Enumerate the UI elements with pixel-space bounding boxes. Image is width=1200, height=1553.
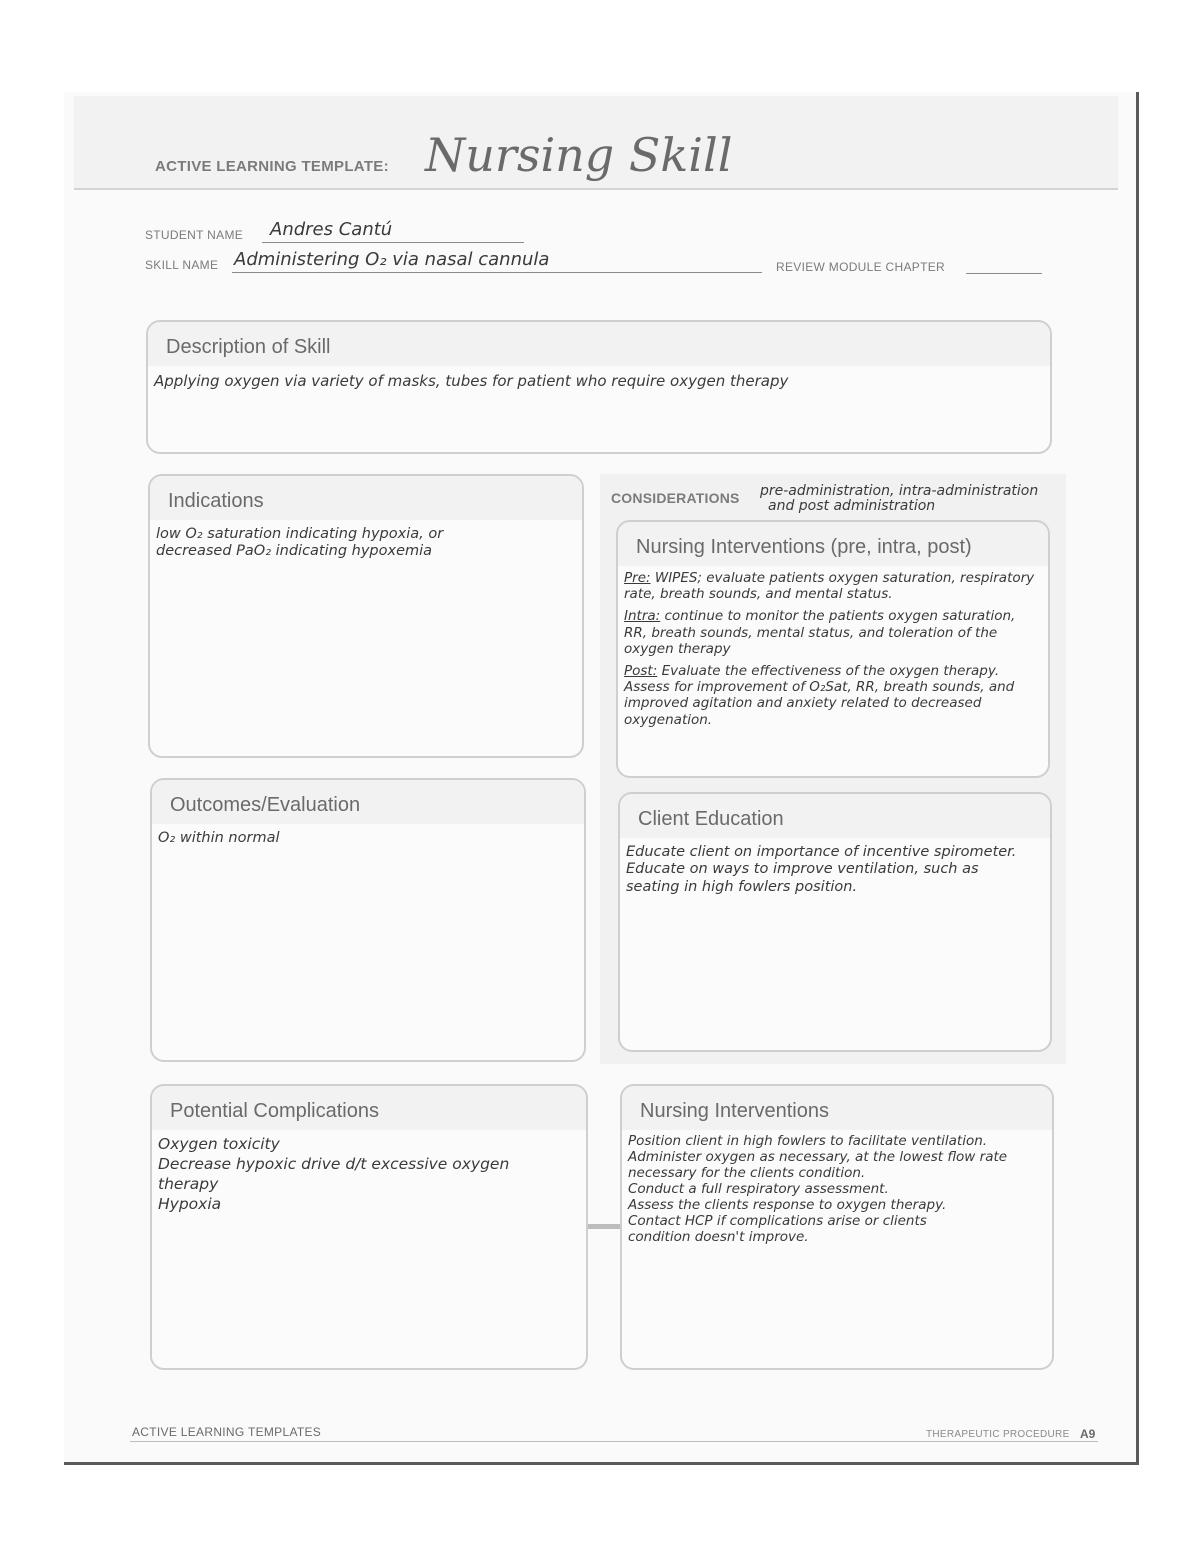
skill-name-value: Administering O₂ via nasal cannula [234, 249, 550, 270]
complications-box [150, 1084, 588, 1370]
complications-title: Potential Complications [152, 1086, 586, 1130]
student-name-line [262, 242, 524, 243]
footer-right-label: THERAPEUTIC PROCEDURE [926, 1429, 1070, 1440]
review-module-label: REVIEW MODULE CHAPTER [776, 260, 945, 274]
pre-intervention [624, 570, 1040, 602]
outcomes-text: O₂ within normal [158, 830, 280, 846]
pre-text: WIPES; evaluate patients oxygen saturation, respiratory rate, breath sounds, and mental status. [624, 570, 1035, 603]
nursing-intervention-item: Contact HCP if complications arise or clients [628, 1212, 927, 1229]
complication-item: Oxygen toxicity [158, 1135, 280, 1153]
considerations-note-line: and post administration [768, 498, 936, 515]
skill-name-label: SKILL NAME [145, 258, 219, 272]
indications-title: Indications [150, 476, 582, 520]
client-education-line: Educate on ways to improve ventilation, such as [626, 861, 979, 878]
considerations-note-line: pre-administration, intra-administration [760, 483, 1039, 499]
nursing-interventions-pip-title: Nursing Interventions (pre, intra, post) [618, 522, 1048, 566]
student-name-value: Andres Cantú [270, 219, 393, 240]
outcomes-box [150, 778, 586, 1062]
review-module-line [966, 273, 1042, 274]
complication-item: Hypoxia [158, 1195, 222, 1214]
nursing-intervention-item: Position client in high fowlers to facilitate ventilation. [628, 1133, 988, 1149]
nursing-interventions-box [620, 1084, 1054, 1370]
skill-name-line [232, 272, 762, 273]
student-name-label: STUDENT NAME [145, 228, 244, 242]
nursing-intervention-item: Assess the clients response to oxygen therapy. [628, 1196, 947, 1213]
client-education-title: Client Education [620, 794, 1050, 838]
nursing-intervention-item: Conduct a full respiratory assessment. [628, 1180, 889, 1197]
post-text: Evaluate the effectiveness of the oxygen therapy. Assess for improvement of O₂Sat, RR, breath sounds, and improved agitation and anxiety related to decreased oxygenation. [624, 662, 1015, 728]
nursing-interventions-pip-box [616, 520, 1050, 778]
complication-item: Decrease hypoxic drive d/t excessive oxygen [158, 1155, 510, 1174]
description-box [146, 320, 1052, 454]
post-label: Post: [624, 662, 658, 679]
footer-rule [130, 1441, 1098, 1442]
outcomes-title: Outcomes/Evaluation [152, 780, 584, 824]
nursing-intervention-item: Administer oxygen as necessary, at the lowest flow rate [628, 1148, 1008, 1165]
footer-left-label: ACTIVE LEARNING TEMPLATES [132, 1425, 322, 1439]
nursing-intervention-item: condition doesn't improve. [628, 1228, 809, 1245]
client-education-line: Educate client on importance of incentive spirometer. [626, 844, 1017, 860]
considerations-label: CONSIDERATIONS [611, 490, 740, 506]
client-education-box [618, 792, 1052, 1052]
template-label: ACTIVE LEARNING TEMPLATE: [155, 158, 389, 175]
indications-box [148, 474, 584, 758]
indications-line: low O₂ saturation indicating hypoxia, or [156, 526, 444, 542]
indications-line: decreased PaO₂ indicating hypoxemia [156, 543, 433, 560]
box-connector [588, 1224, 622, 1229]
description-text: Applying oxygen via variety of masks, tubes for patient who require oxygen therapy [154, 372, 789, 390]
pre-label: Pre: [624, 570, 651, 586]
description-title: Description of Skill [148, 322, 1050, 366]
nursing-interventions-title: Nursing Interventions [622, 1086, 1052, 1130]
complication-item: therapy [158, 1175, 219, 1194]
post-intervention [624, 663, 1040, 728]
client-education-line: seating in high fowlers position. [626, 878, 858, 895]
intra-text: continue to monitor the patients oxygen saturation, RR, breath sounds, mental status, and toleration of the oxygen therapy [624, 608, 1016, 657]
considerations-note [760, 484, 1110, 515]
page-number: A9 [1080, 1427, 1096, 1441]
intra-label: Intra: [624, 608, 661, 625]
page-title: Nursing Skill [425, 128, 733, 182]
nursing-intervention-item: necessary for the clients condition. [628, 1164, 866, 1181]
intra-intervention [624, 608, 1040, 657]
